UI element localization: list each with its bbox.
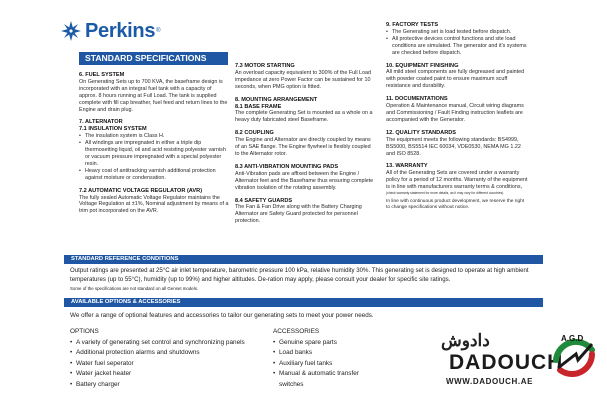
antivibration-heading: 8.3 ANTI-VIBRATION MOUNTING PADS: [235, 163, 339, 170]
standard-specifications-banner: STANDARD SPECIFICATIONS: [79, 52, 228, 65]
accessories-heading: ACCESSORIES: [273, 328, 320, 335]
factory-tests-bullet: • All protective devices control functions and site load conditions are simulated. The generator and it's systems are checked before dispatch.: [386, 36, 528, 57]
documentations-heading: 11. DOCUMENTATIONS: [386, 96, 448, 103]
options-list: [70, 327, 270, 390]
dadouch-arabic-wordmark: دادوش: [441, 331, 490, 350]
registered-mark: ®: [156, 28, 161, 34]
insulation-heading: 7.1 INSULATION SYSTEM: [79, 126, 147, 133]
factory-tests-heading: 9. FACTORY TESTS: [386, 22, 439, 28]
option-item: • A variety of generating set control and synchronizing panels: [70, 338, 270, 349]
warranty-heading: 13. WARRANTY: [386, 163, 428, 170]
options-heading: OPTIONS: [70, 328, 99, 335]
base-frame-text: The complete Generating Set is mounted as a whole on a heavy duty fabricated steel Baseframe.: [235, 110, 373, 124]
accessory-item: • Auxiliary fuel tanks: [273, 359, 393, 370]
perkins-logo: [61, 20, 161, 42]
insulation-bullet: • Heavy coat of antitracking varnish additional protection against moisture or condensation.: [79, 168, 229, 182]
dadouch-wordmark: DADOUCH: [449, 351, 564, 374]
accessory-item: • Manual & automatic transfer: [273, 369, 393, 380]
spec-column-3: [386, 22, 528, 211]
coupling-heading: 8.2 COUPLING: [235, 130, 274, 137]
antivibration-text: Anti-Vibration pads are affixed between the Engine / Alternator feet and the Baseframe thus ensuring complete vibration isolation of the rotating assembly.: [235, 170, 374, 191]
quality-text: The equipment meets the following standards: BS4999, BS5000, BS5514 IEC 60034, VDE0530, NEMA MG 1.22 and ISO 8528.: [386, 136, 521, 157]
quality-heading: 12. QUALITY STANDARDS: [386, 129, 457, 136]
reference-conditions-note: Some of the specifications are not standard on all Genset models.: [70, 286, 199, 291]
coupling-text: The Engine and Alternator are directly coupled by means of an SAE flange. The Engine flywheel is flexibly coupled to the Alternator rotor.: [235, 137, 371, 157]
dadouch-website: WWW.DADOUCH.AE: [446, 377, 534, 386]
option-item: • Additional protection alarms and shutdowns: [70, 348, 270, 359]
avr-text: The fully sealed Automatic Voltage Regulator maintains the Voltage Regulation at ±1%, Nominal adjustment by means of a trim pot incorporated on the AVR.: [79, 194, 229, 215]
perkins-logo-icon: [61, 21, 81, 41]
safety-guards-text: The Fan & Fan Drive along with the Battery Charging Alternator are Safety Guard protected for personnel protection.: [235, 204, 362, 225]
perkins-wordmark: Perkins: [85, 19, 156, 42]
warranty-note: (check warranty statement for more details, as it may vary for different countries): [386, 191, 504, 196]
mounting-heading: 8. MOUNTING ARRANGEMENT: [235, 96, 318, 103]
options-intro: We offer a range of optional features and accessories to tailor our generating sets to meet your power needs.: [70, 312, 374, 319]
spec-column-1: [79, 72, 229, 215]
insulation-bullet: • The insulation system is Class H.: [79, 133, 229, 140]
accessory-item: • Genuine spare parts: [273, 338, 393, 349]
motor-starting-heading: 7.3 MOTOR STARTING: [235, 63, 295, 69]
fuel-system-text: On Generating Sets up to 700 KVA, the baseframe design is incorporated with an integral fuel tank with a capacity of approx. 8 hours running at Full Load. The tank is supplied complete with fill cap breather, fuel feed and return lines to the Engine and drain plug.: [79, 78, 228, 113]
reference-conditions-bar: STANDARD REFERENCE CONDITIONS: [64, 255, 543, 264]
reference-conditions-text: Output ratings are presented at 25°C air inlet temperature, barometric pressure 100 kPa, relative humidity 30%. This generating set is designed to operate at high ambient temperatures (up to 55°C), humidity (up to 99%) and higher altitudes. De-ration may apply, please consult your dealer for specific site ratings.: [70, 267, 529, 283]
factory-tests-bullet: • The Generating set is load tested before dispatch.: [386, 29, 528, 36]
accessory-item: • Load banks: [273, 348, 393, 359]
insulation-bullet: • All windings are impregnated in either a triple dip thermosetting liquid, oil and acid resisting polyester varnish or vacuum pressure impregnated with a special polyester resin.: [79, 140, 229, 168]
motor-starting-text: An overload capacity equivalent to 300% of the Full Load impedance at zero Power Factor can be sustained for 10 seconds, when PMG option is fitted.: [235, 69, 372, 90]
finishing-heading: 10. EQUIPMENT FINISHING: [386, 62, 459, 69]
avr-heading: 7.2 AUTOMATIC VOLTAGE REGULATOR (AVR): [79, 187, 203, 194]
option-item: • Battery charger: [70, 380, 270, 391]
warranty-text: All of the Generating Sets are covered under a warranty policy for a period of 12 months. Warranty of the equipment is in line with manufacturers warranty terms & conditions,: [386, 170, 528, 191]
base-frame-heading: 8.1 BASE FRAME: [235, 103, 282, 110]
documentations-text: Operation & Maintenance manual, Circuit wiring diagrams and Commissioning / Fault Finding instruction leaflets are accompanied with the Generator.: [386, 103, 524, 123]
option-item: • Water jacket heater: [70, 369, 270, 380]
dadouch-abbreviation: A.G.D: [561, 334, 584, 343]
alternator-heading: 7. ALTERNATOR: [79, 119, 123, 126]
spec-column-2: [235, 63, 375, 225]
accessory-item-continued: switches: [279, 380, 304, 388]
fuel-system-heading: 6. FUEL SYSTEM: [79, 72, 125, 78]
option-item: • Water fuel seperator: [70, 359, 270, 370]
options-accessories-bar: AVAILABLE OPTIONS & ACCESSORIES: [64, 298, 543, 307]
accessories-list: [273, 327, 393, 390]
finishing-text: All mild steel components are fully degreased and painted with powder coated paint to ensure maximum scuff resistance and durability.: [386, 69, 525, 90]
safety-guards-heading: 8.4 SAFETY GUARDS: [235, 197, 293, 204]
continuous-development-note: In line with continuous product development, we reserve the right to change specifications without notice.: [386, 199, 525, 211]
